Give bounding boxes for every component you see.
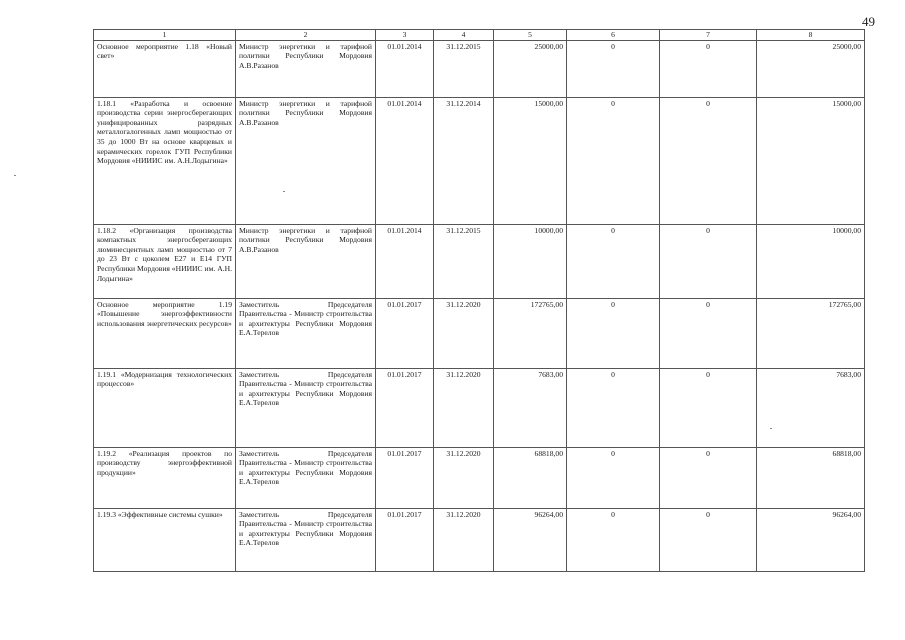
total-cell: 7683,00 <box>494 368 567 447</box>
total-cell: 172765,00 <box>494 298 567 368</box>
value-cell-6: 0 <box>567 368 660 447</box>
value-cell-7: 0 <box>660 368 757 447</box>
event-name-cell: Основное мероприятие 1.18 «Новый свет» <box>94 40 236 97</box>
table-row <box>94 97 865 224</box>
start-date-cell: 01.01.2014 <box>376 224 434 298</box>
column-header: 5 <box>494 30 567 41</box>
column-header: 3 <box>376 30 434 41</box>
responsible-cell: Заместитель Председателя Правительства - Министр строительства и архитектуры Республики Мордовия Е.А.Терелов <box>236 447 376 508</box>
column-header: 4 <box>434 30 494 41</box>
end-date-cell: 31.12.2015 <box>434 224 494 298</box>
responsible-cell: Заместитель Председателя Правительства - Министр строительства и архитектуры Республики Мордовия Е.А.Терелов <box>236 298 376 368</box>
value-cell-7: 0 <box>660 224 757 298</box>
table-header-row <box>94 30 865 41</box>
value-cell-7: 0 <box>660 508 757 571</box>
value-cell-8: 10000,00 <box>757 224 865 298</box>
value-cell-7: 0 <box>660 97 757 224</box>
column-header: 6 <box>567 30 660 41</box>
start-date-cell: 01.01.2017 <box>376 508 434 571</box>
table-row <box>94 298 865 368</box>
total-cell: 25000,00 <box>494 40 567 97</box>
event-name-cell: 1.19.1 «Модернизация технологических процессов» <box>94 368 236 447</box>
event-name-cell: 1.19.2 «Реализация проектов по производству энергоэффективной продукции» <box>94 447 236 508</box>
end-date-cell: 31.12.2020 <box>434 368 494 447</box>
total-cell: 68818,00 <box>494 447 567 508</box>
end-date-cell: 31.12.2020 <box>434 508 494 571</box>
table-row <box>94 447 865 508</box>
total-cell: 15000,00 <box>494 97 567 224</box>
value-cell-7: 0 <box>660 447 757 508</box>
end-date-cell: 31.12.2020 <box>434 298 494 368</box>
event-name-cell: 1.18.2 «Организация производства компактных энергосберегающих люминесцентных ламп мощностью от 7 до 23 Вт с цоколем Е27 и Е14 ГУП Республики Мордовия «НИИИС им. А.Н. Лодыгина» <box>94 224 236 298</box>
start-date-cell: 01.01.2017 <box>376 368 434 447</box>
scan-speck <box>14 175 16 176</box>
responsible-cell: Министр энергетики и тарифной политики Республики Мордовия А.В.Разанов <box>236 40 376 97</box>
value-cell-6: 0 <box>567 97 660 224</box>
responsible-cell: Заместитель Председателя Правительства - Министр строительства и архитектуры Республики Мордовия Е.А.Терелов <box>236 508 376 571</box>
value-cell-6: 0 <box>567 224 660 298</box>
end-date-cell: 31.12.2015 <box>434 40 494 97</box>
value-cell-8: 25000,00 <box>757 40 865 97</box>
value-cell-6: 0 <box>567 40 660 97</box>
end-date-cell: 31.12.2020 <box>434 447 494 508</box>
table-row <box>94 40 865 97</box>
column-header: 8 <box>757 30 865 41</box>
start-date-cell: 01.01.2017 <box>376 447 434 508</box>
column-header: 2 <box>236 30 376 41</box>
start-date-cell: 01.01.2017 <box>376 298 434 368</box>
responsible-cell: Министр энергетики и тарифной политики Республики Мордовия А.В.Разанов <box>236 224 376 298</box>
value-cell-7: 0 <box>660 298 757 368</box>
event-name-cell: 1.18.1 «Разработка и освоение производства серии энергосберегающих унифицированных разрядных металлогалогенных ламп мощностью от 35 до 1000 Вт на основе кварцевых и керамических горелок ГУП Республики Мордовия «НИИИС им. А.Н.Лодыгина» <box>94 97 236 224</box>
responsible-cell: Министр энергетики и тарифной политики Республики Мордовия А.В.Разанов <box>236 97 376 224</box>
value-cell-6: 0 <box>567 447 660 508</box>
value-cell-8: 96264,00 <box>757 508 865 571</box>
column-header: 1 <box>94 30 236 41</box>
value-cell-8: 172765,00 <box>757 298 865 368</box>
value-cell-8: 15000,00 <box>757 97 865 224</box>
scan-speck <box>770 428 772 429</box>
value-cell-8: 7683,00 <box>757 368 865 447</box>
table-row <box>94 224 865 298</box>
scan-speck <box>283 191 285 192</box>
program-events-table <box>93 29 865 572</box>
event-name-cell: 1.19.3 «Эффективные системы сушки» <box>94 508 236 571</box>
value-cell-6: 0 <box>567 508 660 571</box>
end-date-cell: 31.12.2014 <box>434 97 494 224</box>
responsible-cell: Заместитель Председателя Правительства - Министр строительства и архитектуры Республики Мордовия Е.А.Терелов <box>236 368 376 447</box>
event-name-cell: Основное мероприятие 1.19 «Повышение энергоэффективности использования энергетических ресурсов» <box>94 298 236 368</box>
value-cell-8: 68818,00 <box>757 447 865 508</box>
value-cell-7: 0 <box>660 40 757 97</box>
value-cell-6: 0 <box>567 298 660 368</box>
start-date-cell: 01.01.2014 <box>376 97 434 224</box>
start-date-cell: 01.01.2014 <box>376 40 434 97</box>
column-header: 7 <box>660 30 757 41</box>
page-number: 49 <box>862 14 875 29</box>
table-row <box>94 508 865 571</box>
total-cell: 10000,00 <box>494 224 567 298</box>
table-row <box>94 368 865 447</box>
total-cell: 96264,00 <box>494 508 567 571</box>
